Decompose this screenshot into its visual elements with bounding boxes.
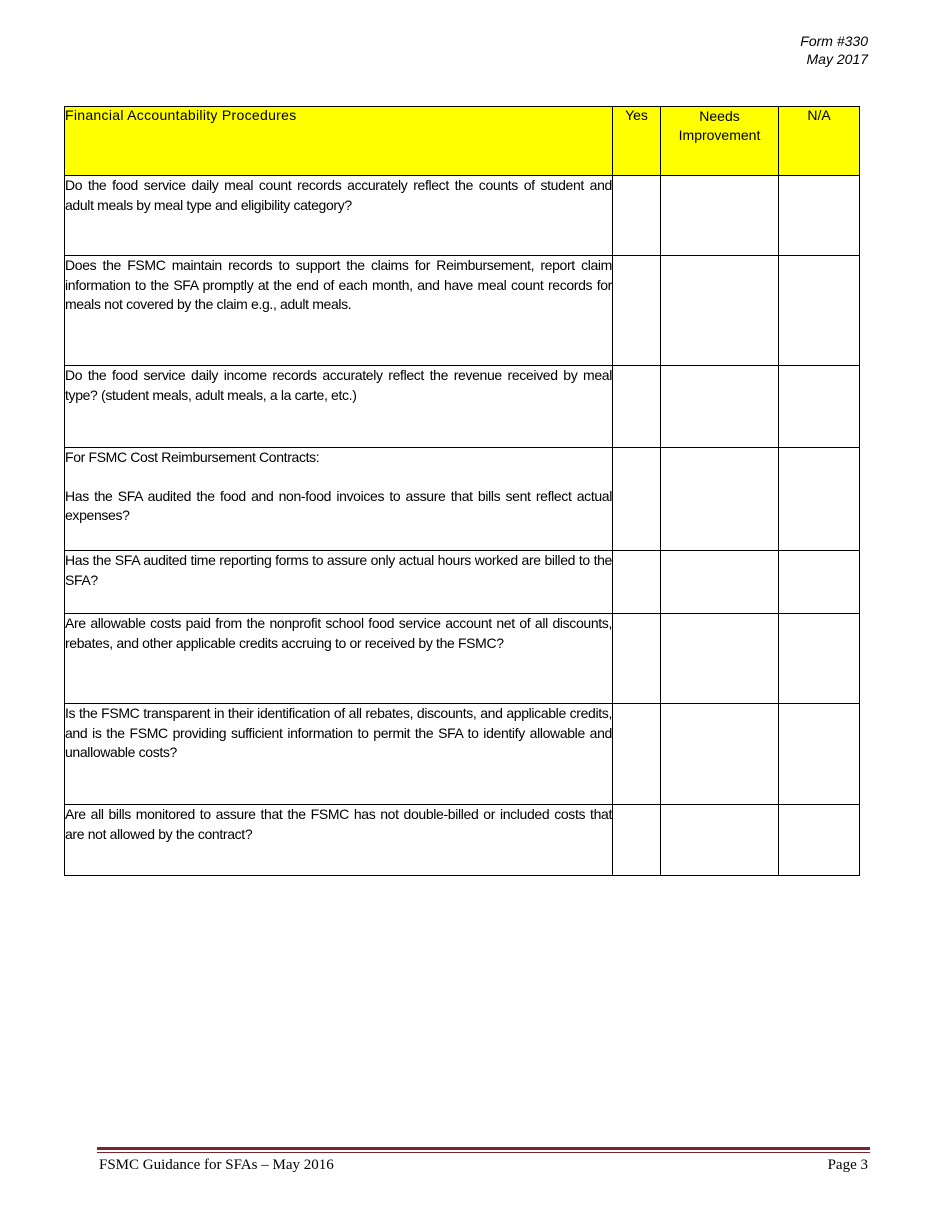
- footer-divider-thick: [97, 1147, 870, 1150]
- yes-checkbox-cell[interactable]: [613, 614, 661, 704]
- question-text: Do the food service daily income records accurately reflect the revenue received by meal type? (student meals, adult meals, a la carte, etc.): [65, 367, 612, 403]
- table-row: [65, 704, 860, 805]
- column-header-yes: Yes: [613, 107, 661, 176]
- column-header-needs-improvement: [661, 107, 779, 176]
- needs-label-line1: Needs: [699, 108, 740, 124]
- needs-improvement-checkbox-cell[interactable]: [661, 551, 779, 614]
- table-row: [65, 448, 860, 551]
- needs-improvement-checkbox-cell[interactable]: [661, 614, 779, 704]
- question-cell: [65, 614, 613, 704]
- needs-improvement-checkbox-cell[interactable]: [661, 704, 779, 805]
- question-cell: [65, 448, 613, 551]
- footer-page-number: Page 3: [827, 1157, 868, 1173]
- form-number: Form #330: [800, 33, 868, 49]
- column-header-procedures: Financial Accountability Procedures: [65, 107, 613, 176]
- table-row: [65, 551, 860, 614]
- question-text: Are all bills monitored to assure that the FSMC has not double-billed or included costs that are not allowed by the contract?: [65, 806, 612, 842]
- form-identifier: [800, 32, 868, 68]
- needs-improvement-checkbox-cell[interactable]: [661, 366, 779, 448]
- needs-improvement-checkbox-cell[interactable]: [661, 176, 779, 256]
- question-text: Has the SFA audited time reporting forms to assure only actual hours worked are billed to the SFA?: [65, 552, 612, 588]
- footer-document-title: FSMC Guidance for SFAs – May 2016: [99, 1157, 334, 1173]
- table-row: [65, 805, 860, 876]
- question-cell: [65, 551, 613, 614]
- question-cell: [65, 805, 613, 876]
- question-cell: [65, 176, 613, 256]
- na-checkbox-cell[interactable]: [779, 366, 860, 448]
- yes-checkbox-cell[interactable]: [613, 366, 661, 448]
- na-checkbox-cell[interactable]: [779, 256, 860, 366]
- needs-improvement-checkbox-cell[interactable]: [661, 448, 779, 551]
- na-checkbox-cell[interactable]: [779, 704, 860, 805]
- question-cell: [65, 256, 613, 366]
- contract-type-heading: For FSMC Cost Reimbursement Contracts:: [65, 449, 320, 465]
- na-checkbox-cell[interactable]: [779, 551, 860, 614]
- question-cell: [65, 366, 613, 448]
- na-checkbox-cell[interactable]: [779, 176, 860, 256]
- table-row: [65, 614, 860, 704]
- column-header-na: N/A: [779, 107, 860, 176]
- yes-checkbox-cell[interactable]: [613, 551, 661, 614]
- question-cell: [65, 704, 613, 805]
- footer-divider-thin: [97, 1152, 870, 1153]
- needs-improvement-checkbox-cell[interactable]: [661, 805, 779, 876]
- needs-label-line2: Improvement: [678, 127, 761, 143]
- yes-checkbox-cell[interactable]: [613, 176, 661, 256]
- accountability-checklist-table: [64, 106, 860, 876]
- yes-checkbox-cell[interactable]: [613, 805, 661, 876]
- table-row: [65, 176, 860, 256]
- question-text: Do the food service daily meal count records accurately reflect the counts of student and adult meals by meal type and eligibility category?: [65, 177, 612, 213]
- table-row: [65, 366, 860, 448]
- table-row: [65, 256, 860, 366]
- question-text: Does the FSMC maintain records to support the claims for Reimbursement, report claim information to the SFA promptly at the end of each month, and have meal count records for meals not covered by the claim e.g., adult meals.: [65, 257, 612, 312]
- question-text: Is the FSMC transparent in their identification of all rebates, discounts, and applicable credits, and is the FSMC providing sufficient information to permit the SFA to identify allowable and unallowable costs?: [65, 705, 612, 760]
- needs-improvement-checkbox-cell[interactable]: [661, 256, 779, 366]
- yes-checkbox-cell[interactable]: [613, 704, 661, 805]
- na-checkbox-cell[interactable]: [779, 448, 860, 551]
- yes-checkbox-cell[interactable]: [613, 256, 661, 366]
- form-date: May 2017: [806, 51, 868, 67]
- na-checkbox-cell[interactable]: [779, 805, 860, 876]
- question-text: Are allowable costs paid from the nonprofit school food service account net of all discounts, rebates, and other applicable credits accruing to or received by the FSMC?: [65, 615, 612, 651]
- question-text: Has the SFA audited the food and non-food invoices to assure that bills sent reflect actual expenses?: [65, 487, 612, 523]
- yes-checkbox-cell[interactable]: [613, 448, 661, 551]
- table-header-row: [65, 107, 860, 176]
- na-checkbox-cell[interactable]: [779, 614, 860, 704]
